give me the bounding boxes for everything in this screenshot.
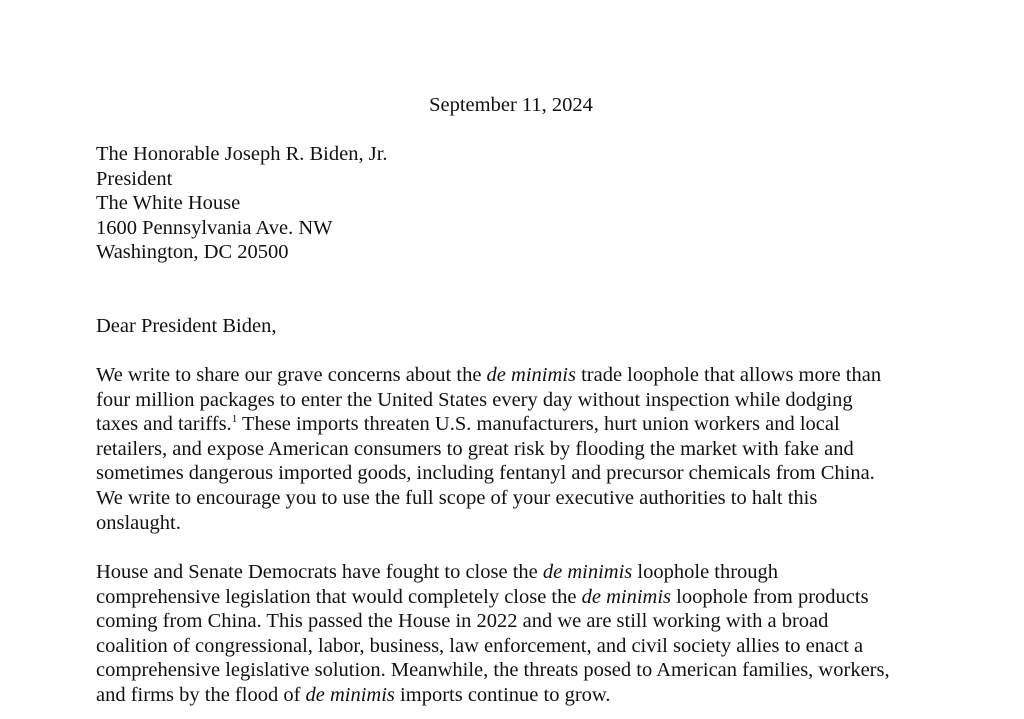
paragraph-line: coming from China. This passed the House in 2022 and we are still working with a broad	[96, 610, 829, 633]
paragraph-line	[96, 412, 936, 437]
recipient-title: President	[96, 167, 173, 190]
text-run: comprehensive legislation that would completely close the	[96, 585, 582, 608]
text-run: loophole from products	[671, 585, 869, 608]
text-run: House and Senate Democrats have fought to close the	[96, 561, 543, 583]
body-paragraph-1	[96, 363, 936, 535]
paragraph-line	[96, 363, 936, 388]
text-run: trade loophole that allows more than	[575, 364, 882, 386]
paragraph-line	[96, 560, 936, 585]
paragraph-line: We write to encourage you to use the full scope of your executive authorities to halt this	[96, 486, 818, 509]
salutation: Dear President Biden,	[96, 315, 277, 337]
text-run: We write to share our grave concerns about the	[96, 364, 487, 386]
italic-term: de minimis	[486, 364, 576, 386]
paragraph-line	[96, 683, 936, 708]
paragraph-line: comprehensive legislative solution. Meanwhile, the threats posed to American families, workers,	[96, 659, 890, 682]
italic-term: de minimis	[542, 561, 633, 583]
italic-term: de minimis	[305, 683, 395, 706]
recipient-name: The Honorable Joseph R. Biden, Jr.	[96, 143, 388, 165]
paragraph-line: onslaught.	[96, 511, 181, 534]
paragraph-line	[96, 585, 936, 610]
text-run: These imports threaten U.S. manufacturers, hurt union workers and local	[237, 413, 840, 436]
footnote-marker[interactable]: 1	[231, 413, 238, 426]
text-run: taxes and tariffs.	[96, 413, 232, 436]
recipient-address	[96, 142, 388, 265]
paragraph-line: four million packages to enter the United States every day without inspection while dodging	[96, 388, 853, 411]
paragraph-line: retailers, and expose American consumers to great risk by flooding the market with fake and	[96, 437, 854, 460]
paragraph-line: sometimes dangerous imported goods, including fentanyl and precursor chemicals from China.	[96, 462, 875, 485]
body-paragraph-2	[96, 560, 936, 708]
text-run: and firms by the flood of	[96, 683, 306, 706]
recipient-street: 1600 Pennsylvania Ave. NW	[96, 216, 333, 239]
recipient-city: Washington, DC 20500	[96, 241, 289, 264]
letter-date: September 11, 2024	[429, 94, 593, 116]
paragraph-line: coalition of congressional, labor, business, law enforcement, and civil society allies to enact a	[96, 634, 864, 657]
recipient-office: The White House	[96, 192, 241, 215]
text-run: loophole through	[632, 561, 779, 583]
italic-term: de minimis	[581, 585, 672, 608]
text-run: imports continue to grow.	[394, 683, 611, 706]
